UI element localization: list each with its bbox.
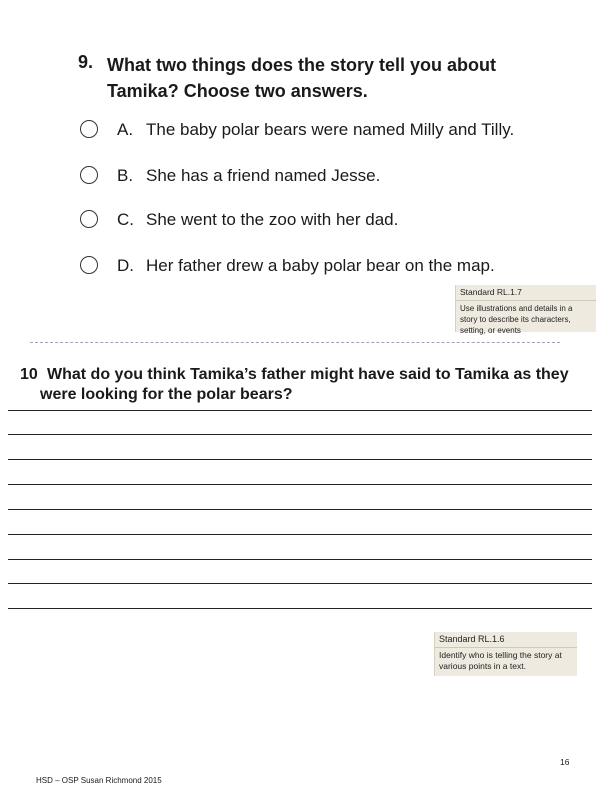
question-9-number: 9. xyxy=(78,52,94,72)
standard-title: Standard RL.1.7 xyxy=(460,287,522,297)
standard-title: Standard RL.1.6 xyxy=(439,634,505,644)
choice-letter-b: B. xyxy=(117,166,134,185)
answer-line-9[interactable] xyxy=(8,608,592,609)
choice-letter-a: A. xyxy=(117,120,134,139)
choice-text-a: The baby polar bears were named Milly and Tilly. xyxy=(146,120,515,139)
standard-box-rl16 xyxy=(434,632,577,676)
standard-box-rl17 xyxy=(455,285,596,335)
answer-line-8[interactable] xyxy=(8,583,592,584)
answer-line-7[interactable] xyxy=(8,559,592,560)
answer-line-5[interactable] xyxy=(8,509,592,510)
question-10-prompt-line2: were looking for the polar bears? xyxy=(40,386,293,403)
standard-description: Identify who is telling the story at various points in a text. xyxy=(439,650,562,671)
choice-text-d: Her father drew a baby polar bear on the map. xyxy=(146,256,495,275)
answer-line-2[interactable] xyxy=(8,434,592,435)
question-9-prompt: What two things does the story tell you about Tamika? Choose two answers. xyxy=(107,55,497,101)
radio-button-a[interactable] xyxy=(80,120,98,138)
answer-line-4[interactable] xyxy=(8,484,592,485)
answer-line-1[interactable] xyxy=(8,410,592,411)
standard-separator xyxy=(435,647,577,648)
footer-credit: HSD – OSP Susan Richmond 2015 xyxy=(36,776,162,785)
choice-letter-d: D. xyxy=(117,256,134,275)
question-10-number: 10 xyxy=(20,366,38,383)
choice-text-b: She has a friend named Jesse. xyxy=(146,166,381,185)
choice-letter-c: C. xyxy=(117,210,134,229)
standard-separator xyxy=(456,300,596,301)
answer-line-6[interactable] xyxy=(8,534,592,535)
radio-button-c[interactable] xyxy=(80,210,98,228)
standard-description: Use illustrations and details in a story to describe its characters, setting, or events xyxy=(460,304,573,335)
radio-button-d[interactable] xyxy=(80,256,98,274)
section-divider xyxy=(30,342,560,343)
answer-line-3[interactable] xyxy=(8,459,592,460)
radio-button-b[interactable] xyxy=(80,166,98,184)
choice-text-c: She went to the zoo with her dad. xyxy=(146,210,399,229)
question-10-prompt-line1: What do you think Tamika’s father might have said to Tamika as they xyxy=(47,366,569,383)
page-number: 16 xyxy=(560,757,570,767)
